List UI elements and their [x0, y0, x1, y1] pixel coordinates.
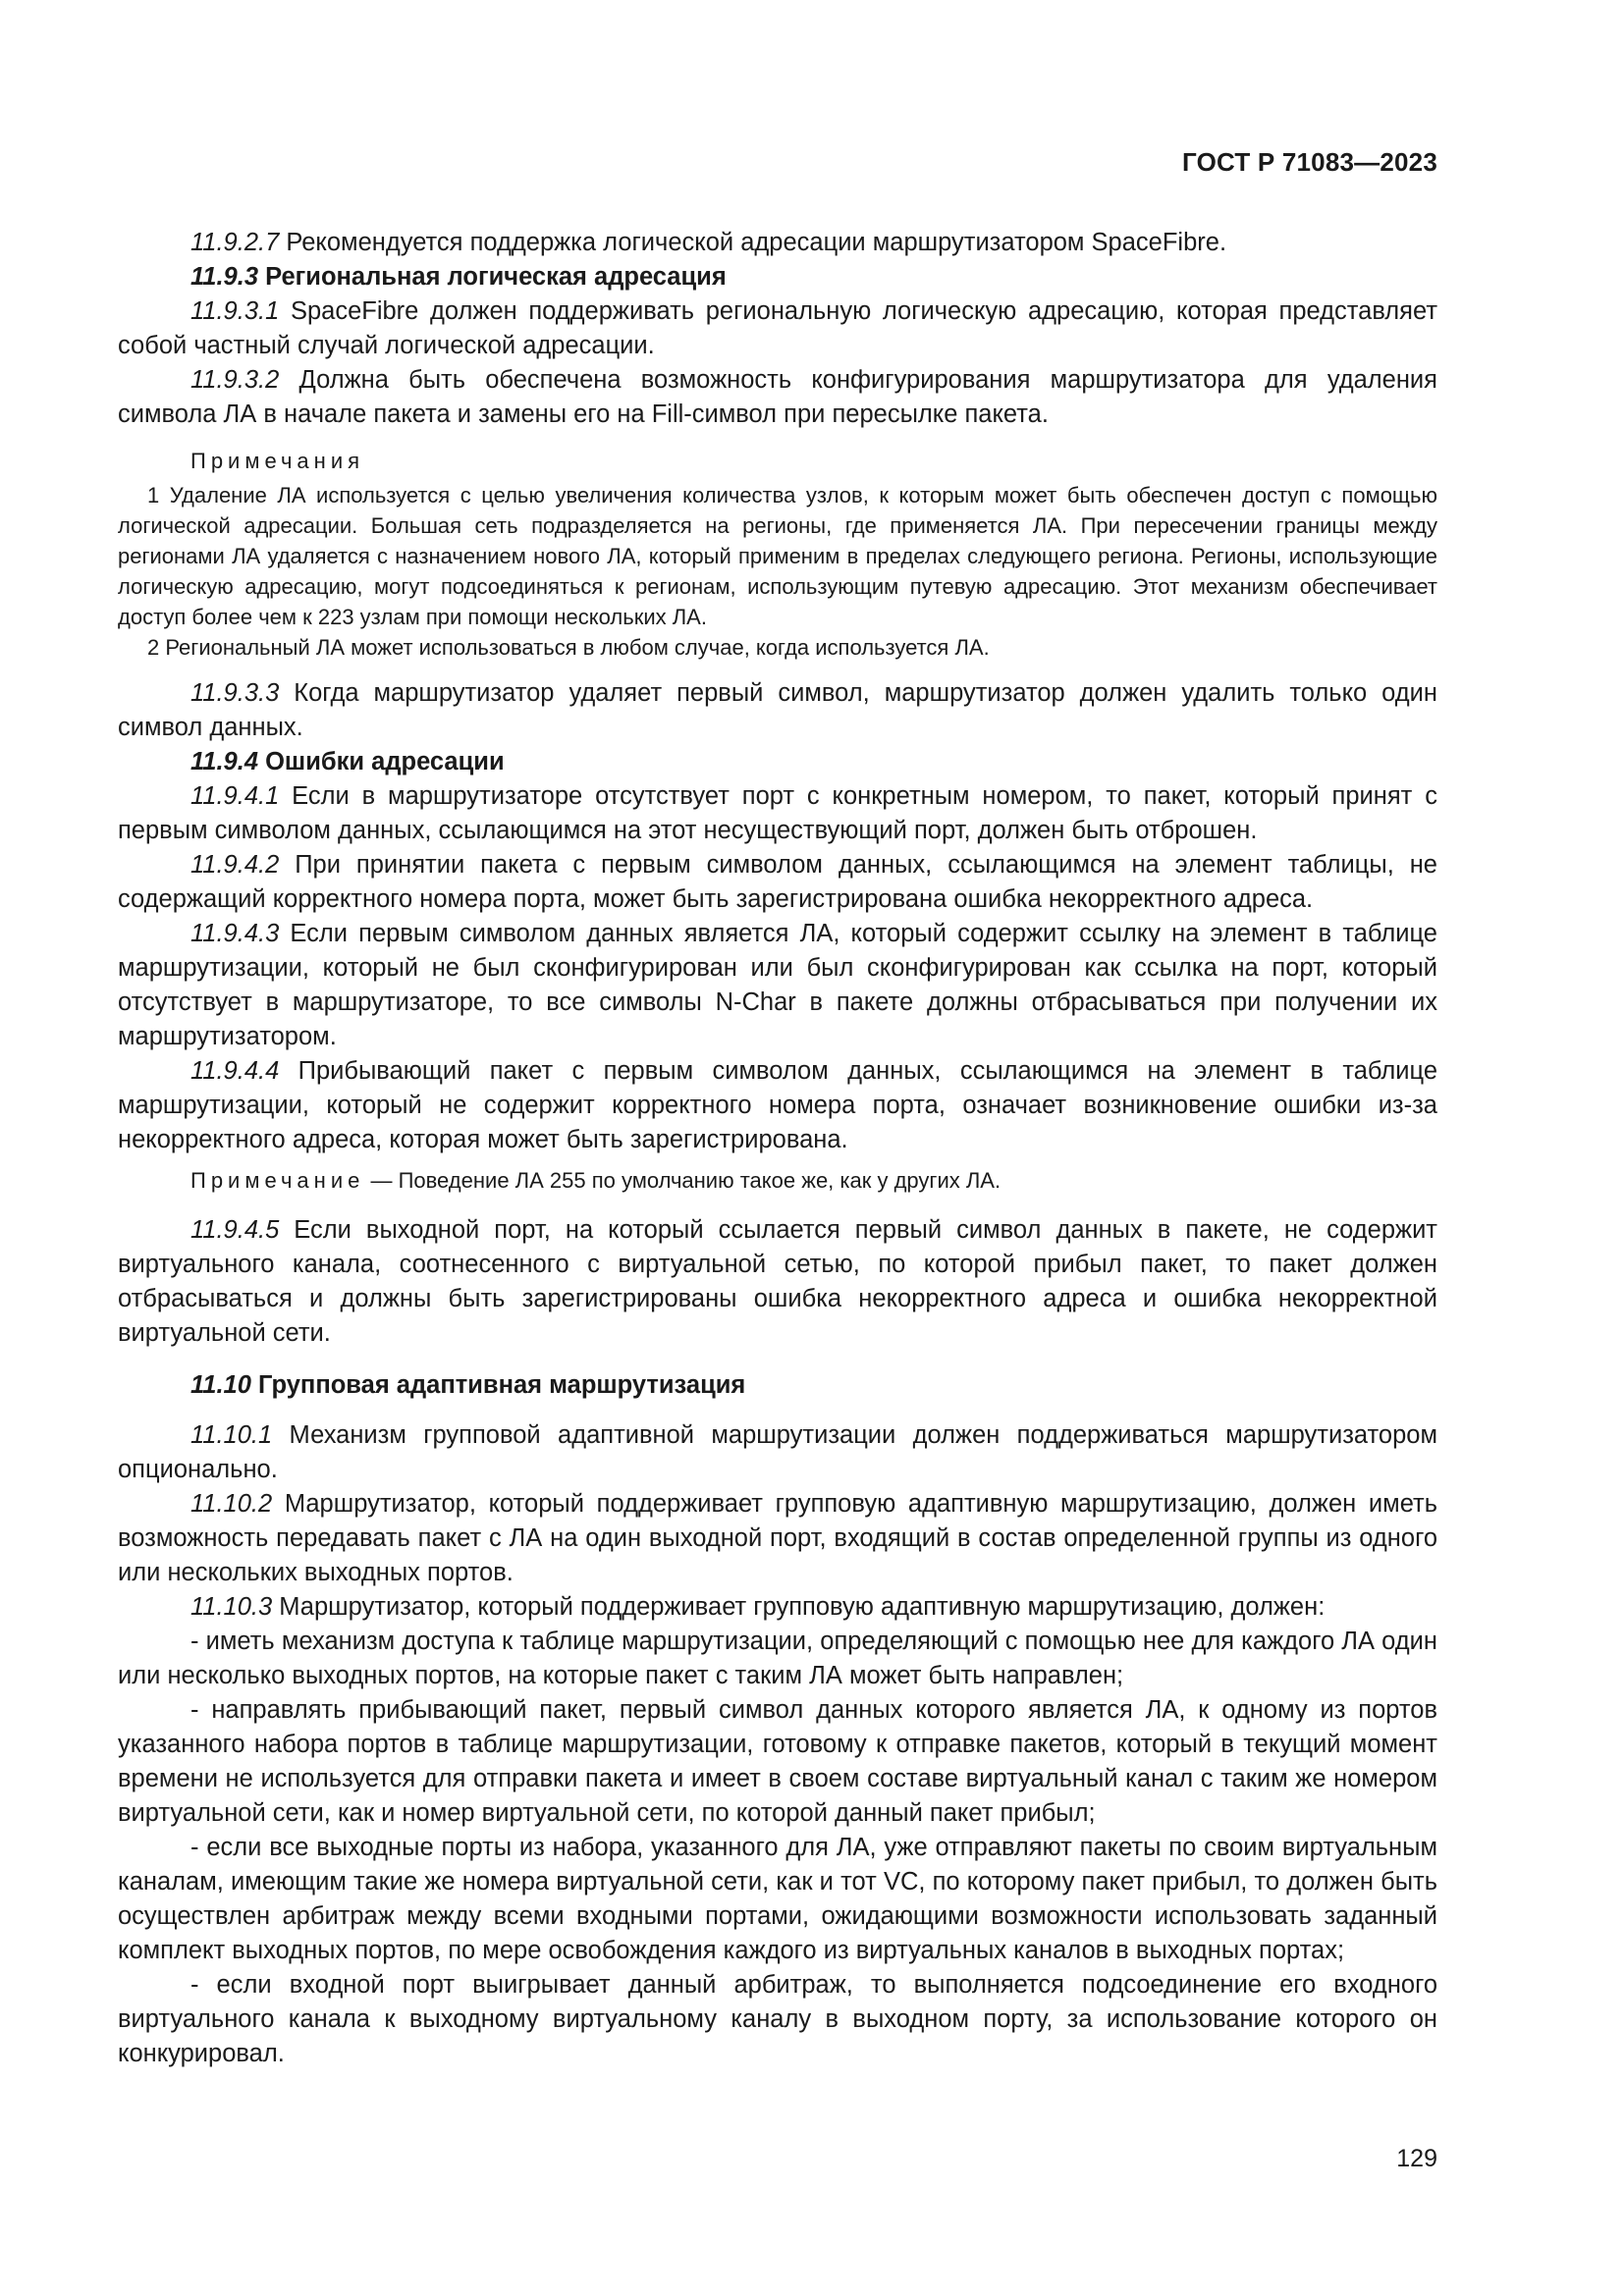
- paragraph-11-10-1: 11.10.1 Механизм групповой адаптивной маршрутизации должен поддерживаться маршрутизатором опционально.: [118, 1421, 1437, 1483]
- paragraph-11-9-4-4: 11.9.4.4 Прибывающий пакет с первым символом данных, ссылающимся на элемент в таблице маршрутизации, который не содержит корректного номера порта, означает возникновение ошибки из-за некорректного адреса, которая может быть зарегистрирована.: [118, 1057, 1437, 1153]
- note-item-1: 1 Удаление ЛА используется с целью увеличения количества узлов, к которым может быть обеспечен доступ с помощью логической адресации. Большая сеть подразделяется на регионы, где применяется ЛА. При пересечении границы между регионами ЛА удаляется с назначением нового ЛА, который применим в пределах следующего региона. Регионы, использующие логическую адресацию, могут подсоединяться к регионам, использующим путевую адресацию. Этот механизм обеспечивает доступ более чем к 223 узлам при помощи нескольких ЛА.: [118, 483, 1437, 629]
- paragraph-11-10-2: 11.10.2 Маршрутизатор, который поддерживает групповую адаптивную маршрутизацию, должен иметь возможность передавать пакет с ЛА на один выходной порт, входящий в состав определенной группы из одного или нескольких выходных портов.: [118, 1490, 1437, 1586]
- paragraph-11-9-3-2: 11.9.3.2 Должна быть обеспечена возможность конфигурирования маршрутизатора для удаления символа ЛА в начале пакета и замены его на Fill-символ при пересылке пакета.: [118, 366, 1437, 428]
- paragraph-11-9-2-7: 11.9.2.7 Рекомендуется поддержка логической адресации маршрутизатором SpaceFibre.: [190, 229, 1227, 256]
- notes-title: Примечания: [190, 449, 365, 473]
- list-item-2: - направлять прибывающий пакет, первый символ данных которого является ЛА, к одному из портов указанного набора портов в таблице маршрутизации, готовому к отправке пакетов, который в текущий момент времени не используется для отправки пакета и имеет в своем составе виртуальный канал с таким же номером виртуальной сети, как и номер виртуальной сети, по которой данный пакет прибыл;: [118, 1696, 1437, 1827]
- paragraph-11-9-3-3: 11.9.3.3 Когда маршрутизатор удаляет первый символ, маршрутизатор должен удалить только один символ данных.: [118, 679, 1437, 741]
- note-item-2: 2 Региональный ЛА может использоваться в любом случае, когда используется ЛА.: [147, 635, 990, 660]
- paragraph-11-9-4-1: 11.9.4.1 Если в маршрутизаторе отсутствует порт с конкретным номером, то пакет, который принят с первым символом данных, ссылающимся на этот несуществующий порт, должен быть отброшен.: [118, 782, 1437, 844]
- list-item-3: - если все выходные порты из набора, указанного для ЛА, уже отправляют пакеты по своим виртуальным каналам, имеющим такие же номера виртуальной сети, как и тот VC, по которому пакет прибыл, то должен быть осуществлен арбитраж между всеми входными портами, ожидающими возможности использовать заданный комплект выходных портов, по мере освобождения каждого из виртуальных каналов в выходных портах;: [118, 1834, 1437, 1964]
- heading-11-9-4: 11.9.4 Ошибки адресации: [190, 748, 505, 775]
- heading-11-9-3: 11.9.3 Региональная логическая адресация: [190, 263, 727, 291]
- paragraph-11-9-4-5: 11.9.4.5 Если выходной порт, на который ссылается первый символ данных в пакете, не содержит виртуального канала, соотнесенного с виртуальной сетью, по которой прибыл пакет, то пакет должен отбрасываться и должны быть зарегистрированы ошибка некорректного адреса и ошибка некорректной виртуальной сети.: [118, 1216, 1437, 1347]
- paragraph-11-9-3-1: 11.9.3.1 SpaceFibre должен поддерживать региональную логическую адресацию, которая представляет собой частный случай логической адресации.: [118, 297, 1437, 359]
- heading-11-10: 11.10 Групповая адаптивная маршрутизация: [190, 1371, 746, 1399]
- page-content: [118, 226, 1437, 2071]
- page-number: 129: [1396, 2145, 1437, 2172]
- note-inline: Примечание — Поведение ЛА 255 по умолчанию такое же, как у других ЛА.: [190, 1168, 1001, 1193]
- list-item-1: - иметь механизм доступа к таблице маршрутизации, определяющий с помощью нее для каждого ЛА один или несколько выходных портов, на которые пакет с таким ЛА может быть направлен;: [118, 1628, 1437, 1689]
- standard-header: ГОСТ Р 71083—2023: [1182, 147, 1437, 177]
- paragraph-11-9-4-2: 11.9.4.2 При принятии пакета с первым символом данных, ссылающимся на элемент таблицы, не содержащий корректного номера порта, может быть зарегистрирована ошибка некорректного адреса.: [118, 851, 1437, 913]
- paragraph-11-9-4-3: 11.9.4.3 Если первым символом данных является ЛА, который содержит ссылку на элемент в таблице маршрутизации, который не был сконфигурирован или был сконфигурирован как ссылка на порт, который отсутствует в маршрутизаторе, то все символы N-Char в пакете должны отбрасываться при получении их маршрутизатором.: [118, 920, 1437, 1050]
- list-item-4: - если входной порт выигрывает данный арбитраж, то выполняется подсоединение его входного виртуального канала к выходному виртуальному каналу в выходном порту, за использование которого он конкурировал.: [118, 1971, 1437, 2067]
- paragraph-11-10-3: 11.10.3 Маршрутизатор, который поддерживает групповую адаптивную маршрутизацию, должен:: [190, 1593, 1326, 1621]
- notes-block: [118, 446, 1437, 663]
